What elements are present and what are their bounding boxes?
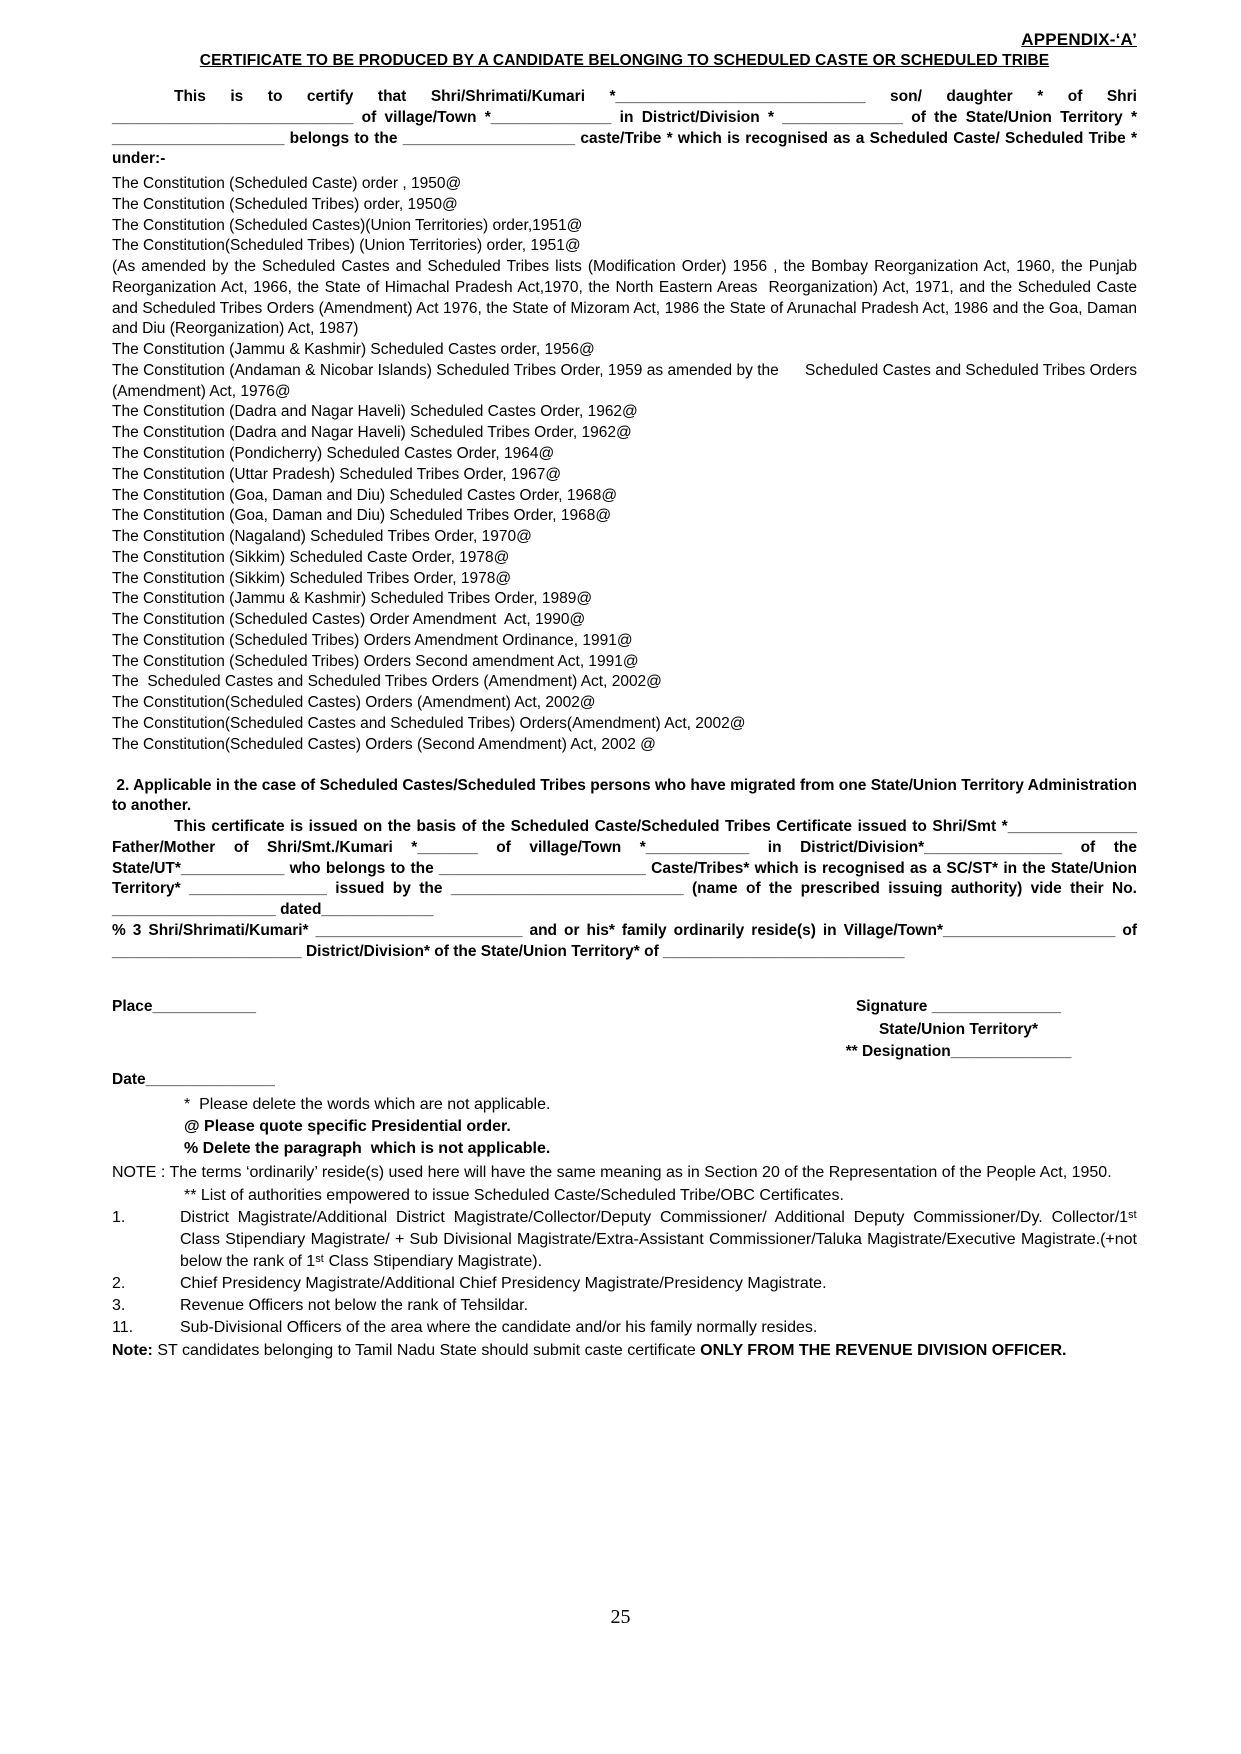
constitution-orders-list [112,174,1142,755]
certify-paragraph: This is to certify that Shri/Shrimati/Kumari *_____________________________ son/ daughter * of Shri ____________________________ of village/Town *______________ in District/Division * ______________ of the State/Union Territory * ____________________ belongs to the ____________________ caste/Tribe * which is recognised as a Scheduled Caste/ Scheduled Tribe * under:- [112,88,1142,168]
authority-text: District Magistrate/Additional District Magistrate/Collector/Deputy Commissioner/ Additional Deputy Commissioner/Dy. Collector/1ˢᵗ Class Stipendiary Magistrate/ + Sub Divisional Magistrate/Extra-Assistant Commissioner/Taluka Magistrate/Executive Magistrate.(+not below the rank of 1ˢᵗ Class Stipendiary Magistrate). [180,1209,1142,1271]
signature-field: Signature _______________ [855,998,1062,1016]
order-line: The Constitution (Pondicherry) Scheduled Castes Order, 1964@ [112,445,555,463]
page-number: 25 [610,1606,631,1628]
designation-field: ** Designation______________ [845,1043,1072,1061]
order-line: The Constitution (Sikkim) Scheduled Caste Order, 1978@ [112,548,510,566]
residence-paragraph: % 3 Shri/Shrimati/Kumari* ________________________ and or his* family ordinarily reside(s) in Village/Town*____________________ of ______________________ District/Division* of the State/Union Territory* of ____________________________ [112,921,1142,960]
order-line: The Constitution(Scheduled Castes and Scheduled Tribes) Orders(Amendment) Act, 2002@ [112,714,746,732]
state-union-territory-label: State/Union Territory* [878,1020,1039,1038]
authority-item [112,1295,1137,1317]
order-line: The Constitution (Scheduled Tribes) order, 1950@ [112,195,458,213]
page-title: CERTIFICATE TO BE PRODUCED BY A CANDIDATE BELONGING TO SCHEDULED CASTE OR SCHEDULED TRIBE [199,52,1050,69]
order-line: The Constitution (Scheduled Tribes) Orders Second amendment Act, 1991@ [112,652,639,670]
authority-number: 3. [112,1297,126,1315]
order-line: The Constitution (Goa, Daman and Diu) Scheduled Castes Order, 1968@ [112,486,618,504]
order-line: The Constitution (Scheduled Castes)(Union Territories) order,1951@ [112,216,583,234]
bottom-note-text: ST candidates belonging to Tamil Nadu State should submit caste certificate [152,1341,701,1359]
authority-text: Chief Presidency Magistrate/Additional Chief Presidency Magistrate/Presidency Magistrate. [180,1275,827,1293]
order-line: The Scheduled Castes and Scheduled Tribes Orders (Amendment) Act, 2002@ [112,673,662,691]
order-line: The Constitution (Andaman & Nicobar Islands) Scheduled Tribes Order, 1959 as amended by the Scheduled Castes and Scheduled Tribes Orders (Amendment) Act, 1976@ [112,361,1142,400]
order-line: The Constitution (Dadra and Nagar Haveli) Scheduled Tribes Order, 1962@ [112,424,632,442]
bottom-note-emphasis: ONLY FROM THE REVENUE DIVISION OFFICER. [700,1341,1067,1359]
signature-block [112,996,1137,1091]
place-field: Place____________ [112,998,256,1016]
migration-certificate-paragraph: This certificate is issued on the basis of the Scheduled Caste/Scheduled Tribes Certificate issued to Shri/Smt *_______________ Father/Mother of Shri/Smt./Kumari *_______ of village/Town *____________ in District/Division*________________ of the State/UT*____________ who belongs to the ________________________ Caste/Tribes* which is recognised as a SC/ST* in the State/Union Territory* ________________ issued by the ___________________________ (name of the prescribed issuing authority) vide their No. ___________________ dated_____________ [112,818,1142,919]
authority-text: Sub-Divisional Officers of the area where the candidate and/or his family normally resides. [180,1319,818,1337]
order-line: The Constitution(Scheduled Castes) Orders (Second Amendment) Act, 2002 @ [112,735,656,753]
authorities-intro: ** List of authorities empowered to issue Scheduled Caste/Scheduled Tribe/OBC Certificates. [184,1187,844,1204]
order-line: The Constitution (Sikkim) Scheduled Tribes Order, 1978@ [112,569,512,587]
authority-number: 1. [112,1209,126,1227]
bottom-note-label: Note: [112,1341,153,1359]
order-line: The Constitution(Scheduled Tribes) (Union Territories) order, 1951@ [112,237,581,255]
order-line: The Constitution (Nagaland) Scheduled Tribes Order, 1970@ [112,528,532,546]
order-line: The Constitution (Scheduled Caste) order , 1950@ [112,175,462,193]
order-line: The Constitution (Scheduled Castes) Order Amendment Act, 1990@ [112,611,586,629]
authority-item [112,1207,1142,1273]
appendix-label: APPENDIX-‘A’ [1021,30,1137,49]
note-paragraph: NOTE : The terms ‘ordinarily’ reside(s) used here will have the same meaning as in Section 20 of the Representation of the People Act, 1950. [112,1163,1112,1181]
authority-number: 11. [112,1319,134,1337]
authorities-list [112,1207,1142,1339]
date-field: Date_______________ [112,1070,275,1088]
authority-item [112,1273,1137,1295]
order-line: The Constitution (Goa, Daman and Diu) Scheduled Tribes Order, 1968@ [112,507,612,525]
migration-clause-heading: 2. Applicable in the case of Scheduled Castes/Scheduled Tribes persons who have migrated from one State/Union Territory Administration to another. [112,776,1142,815]
order-line: The Constitution (Jammu & Kashmir) Scheduled Tribes Order, 1989@ [112,590,593,608]
place-date-column [112,996,275,1091]
authority-item [112,1317,1137,1339]
order-line: The Constitution (Scheduled Tribes) Orders Amendment Ordinance, 1991@ [112,631,633,649]
order-line: The Constitution (Dadra and Nagar Haveli) Scheduled Castes Order, 1962@ [112,403,638,421]
footnotes [112,1094,1137,1160]
bottom-note [112,1340,1137,1362]
footnote-line: * Please delete the words which are not applicable. [184,1096,551,1114]
signature-column [786,996,1131,1063]
order-line: The Constitution(Scheduled Castes) Orders (Amendment) Act, 2002@ [112,694,596,712]
order-line: (As amended by the Scheduled Castes and Scheduled Tribes lists (Modification Order) 1956 , the Bombay Reorganization Act, 1960, the Punjab Reorganization Act, 1966, the State of Himachal Pradesh Act,1970, the North Eastern Areas Reorganization) Act, 1971, and the Scheduled Caste and Scheduled Tribes Orders (Amendment) Act 1976, the State of Mizoram Act, 1986 the State of Arunachal Pradesh Act, 1986 and the Goa, Daman and Diu (Reorganization) Act, 1987) [112,258,1142,338]
footnote-line: % Delete the paragraph which is not applicable. [184,1140,551,1158]
authority-text: Revenue Officers not below the rank of Tehsildar. [180,1297,529,1315]
authority-number: 2. [112,1275,126,1293]
order-line: The Constitution (Uttar Pradesh) Scheduled Tribes Order, 1967@ [112,465,562,483]
order-line: The Constitution (Jammu & Kashmir) Scheduled Castes order, 1956@ [112,341,595,359]
footnote-line: @ Please quote specific Presidential order. [184,1118,511,1136]
